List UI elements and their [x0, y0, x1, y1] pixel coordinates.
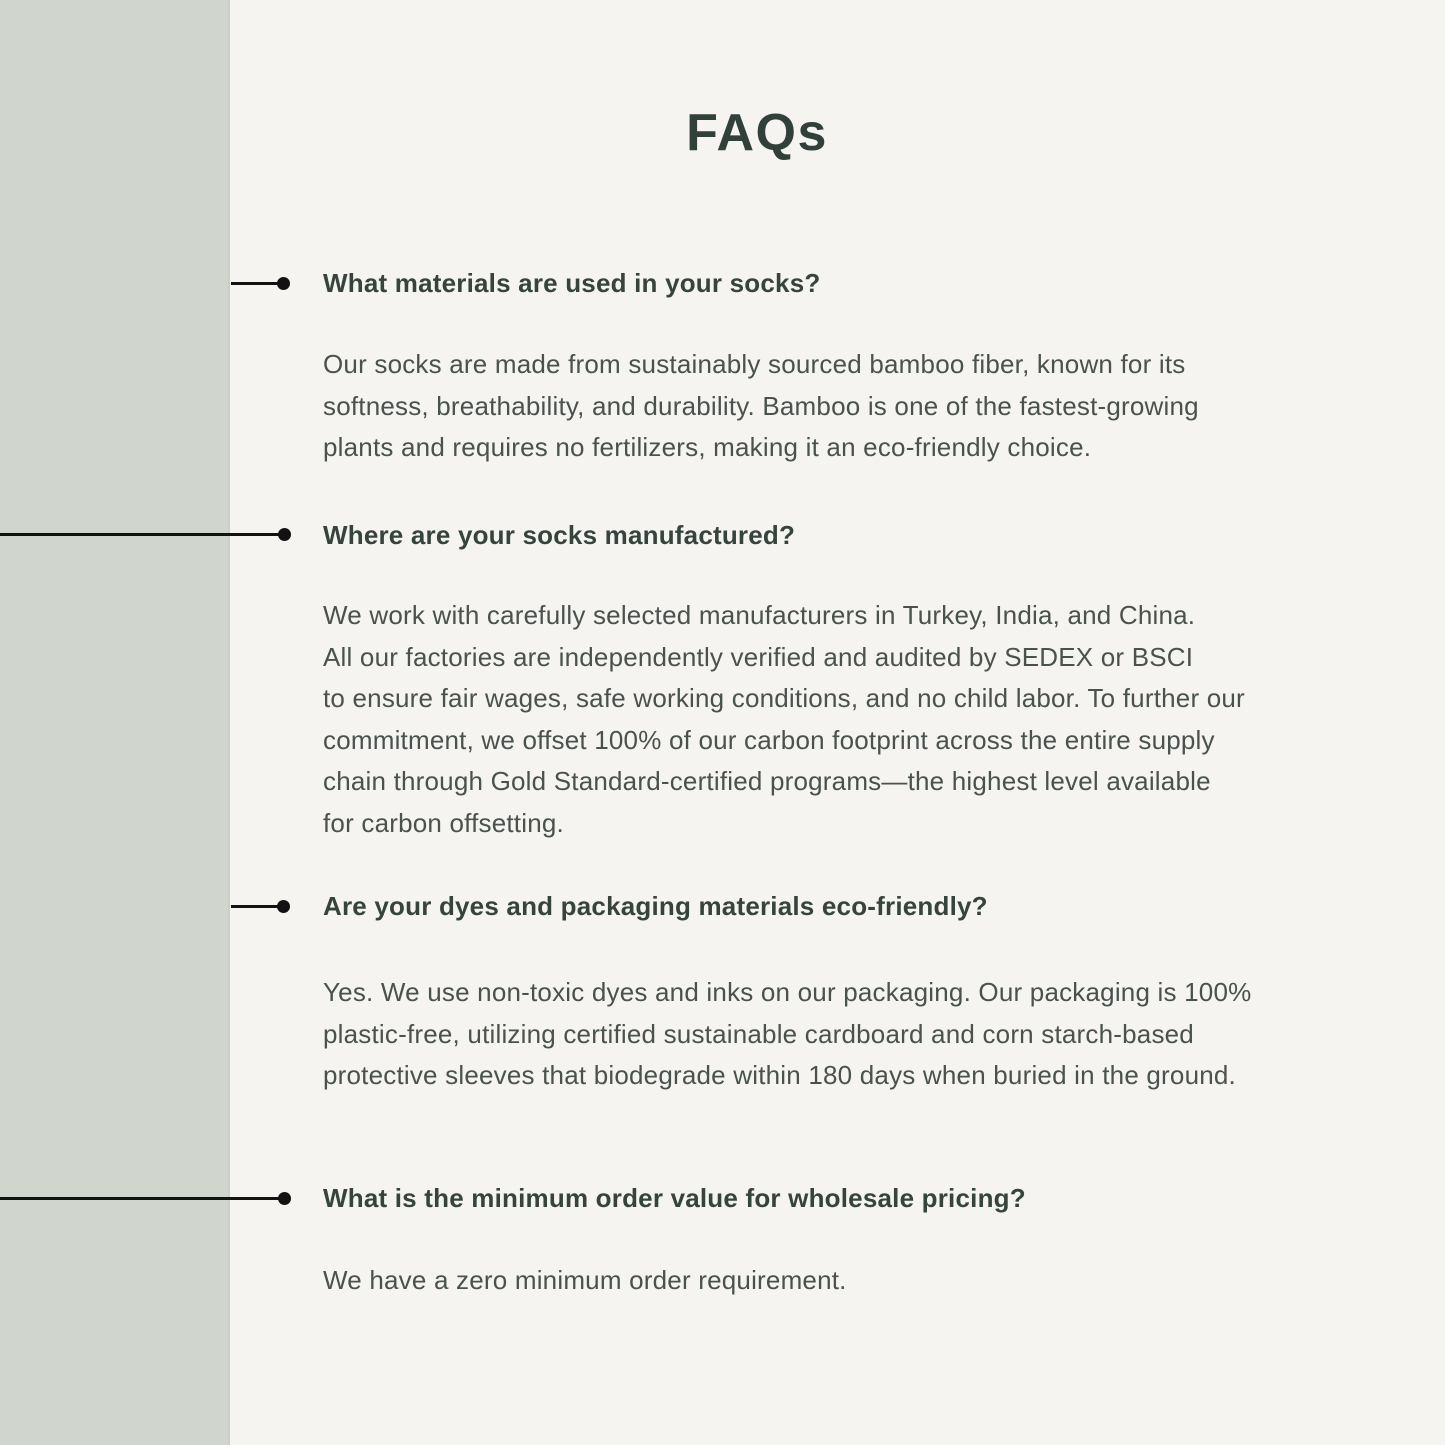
connector-line: [0, 1197, 284, 1200]
faq-question-3: Are your dyes and packaging materials eco-friendly?: [323, 891, 988, 921]
faq-answer-3: Yes. We use non-toxic dyes and inks on our packaging. Our packaging is 100% plastic-free, utilizing certified sustainable cardboard and corn starch-based protective sleeves that biodegrade within 180 days when buried in the ground.: [323, 977, 1252, 1090]
faq-question-1: What materials are used in your socks?: [323, 268, 821, 298]
connector-line: [231, 905, 283, 908]
faq-answer-1: Our socks are made from sustainably sourced bamboo fiber, known for its softness, breathability, and durability. Bamboo is one of the fastest-growing plants and requires no fertilizers, making it an eco-friendly choice.: [323, 349, 1199, 462]
faq-question-2: Where are your socks manufactured?: [323, 520, 796, 550]
connector-dot: [277, 900, 290, 913]
faq-answer-2: We work with carefully selected manufacturers in Turkey, India, and China. All our factories are independently verified and audited by SEDEX or BSCI to ensure fair wages, safe working conditions, and no child labor. To further our commitment, we offset 100% of our carbon footprint across the entire supply chain through Gold Standard-certified programs—the highest level available for carbon offsetting.: [323, 600, 1245, 838]
page-title: FAQs: [686, 104, 828, 162]
faq-answer-4: We have a zero minimum order requirement.: [323, 1265, 847, 1295]
connector-dot: [277, 277, 290, 290]
connector-line: [231, 282, 283, 285]
connector-dot: [278, 528, 291, 541]
sidebar-accent-bar: [0, 0, 230, 1445]
connector-line: [0, 533, 284, 536]
connector-dot: [278, 1192, 291, 1205]
faq-question-4: What is the minimum order value for wholesale pricing?: [323, 1183, 1026, 1213]
